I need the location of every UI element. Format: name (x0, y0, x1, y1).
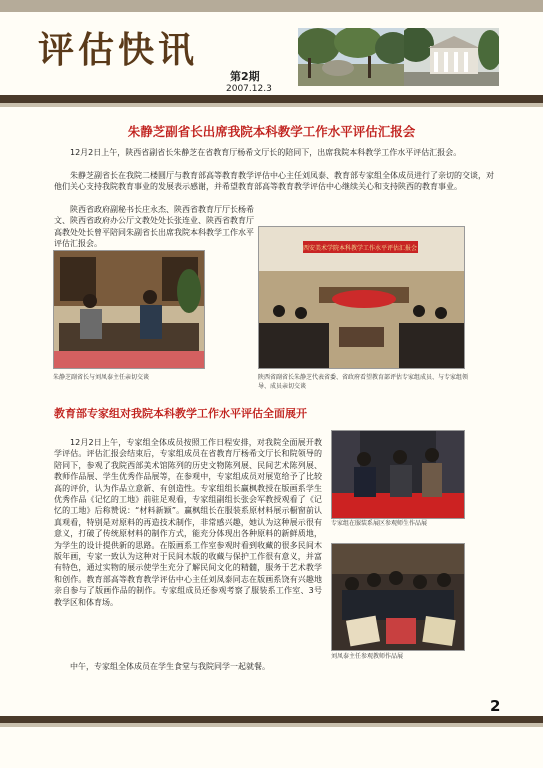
article1-headline: 朱静芝副省长出席我院本科教学工作水平评估汇报会 (127, 124, 416, 139)
photo-vice-governor-talk (53, 250, 205, 369)
photo-meeting-room (258, 226, 465, 369)
article2-paragraph-1: 12月2日上午，专家组全体成员按照工作日程安排，对我院全面展开教学评估。评估汇报会结束后，专家组成员在省教育厅杨希文厅长和院领导的陪同下，参观了我院西部美术馆陈列的历史文物陈列展、民间艺术陈列展、教师作品展、学生优秀作品展等，在参观中，专家组成员对展览给予了比较高的评价，认为作品立意新、有创造性。专家组组长赢枫教授在版画系学生优秀作品《记忆的工地》前驻足观看，专家组副组长张会军教授观看了《记忆的工地》后称赞说：“材料新颖”。赢枫组长在服装系原材料展示橱窗前认真观看，特别是对原料的再造技术制作，非常感兴趣，她认为这种展示很有意义，打破了传统原材料的制作方式，能充分体现出各种原料的新鲜质地，为学生的设计提供新的思路。在版画系工作室参观时看到收藏的很多民间木版年画，专家一致认为这种对于民间木版的收藏与保护工作很有意义，并富有特色，通过实物的展示使学生充分了解民间文化的精髓，服务于艺术教学和创作。教育部高等教育教学评估中心主任刘凤泰同志在版画系饶有兴趣地亲自参与了版画作品的制作。专家组成员还参观考察了服装系工作室、3号教学区和体育场。 (54, 438, 322, 607)
photo4-caption: 刘凤泰主任参观教师作品展 (331, 653, 404, 660)
photo2-caption: 陕西省副省长朱静芝代表省委、省政府看望教育部评估专家组成员、与专家组领导、成员亲切交谈 (258, 374, 469, 390)
issue-number: 第2期 (230, 70, 260, 83)
top-color-band (0, 0, 543, 12)
header-photo-campus-trees (298, 28, 404, 86)
photo3-caption: 专家组在服装系展区参观师生作品展 (331, 520, 428, 527)
article1-paragraph-2: 朱静芝副省长在我院二楼圆厅与教育部高等教育教学评估中心主任刘凤泰、教育部专家组全体成员进行了亲切的交谈，对他们关心支持我院教育事业的发展表示感谢，并希望教育部高等教育教学评估中心继续关心和支持陕西的教育事业。 (54, 171, 494, 192)
meeting-banner-text: 西安美术学院本科教学工作水平评估汇报会 (302, 245, 418, 252)
article2-paragraph-2: 中午，专家组全体成员在学生食堂与我院同学一起就餐。 (70, 662, 270, 671)
footer-divider (0, 716, 543, 723)
article1-paragraph-1: 12月2日上午，陕西省副省长朱静芝在省教育厅杨希文厅长的陪同下，出席我院本科教学工作水平评估汇报会。 (70, 148, 462, 157)
issue-date: 2007.12.3 (226, 84, 272, 94)
page-number: 2 (490, 697, 501, 715)
masthead-divider-light (0, 103, 543, 107)
masthead-title: 评估快讯 (38, 30, 199, 71)
photo1-caption: 朱静芝副省长与刘凤泰主任亲切交谈 (53, 374, 150, 381)
footer-divider-light (0, 723, 543, 727)
masthead-divider (0, 95, 543, 103)
header-photo-building (404, 28, 499, 86)
article2-headline: 教育部专家组对我院本科教学工作水平评估全面展开 (54, 407, 307, 420)
photo-teacher-exhibit (331, 543, 465, 651)
photo-fashion-exhibit (331, 430, 465, 519)
article1-paragraph-3: 陕西省政府副秘书长庄永杰、陕西省教育厅厅长杨希文、陕西省政府办公厅文教处处长张连业、陕西省教育厅高教处处长曾平陪同朱副省长出席我院本科教学工作水平评估汇报会。 (54, 205, 254, 249)
